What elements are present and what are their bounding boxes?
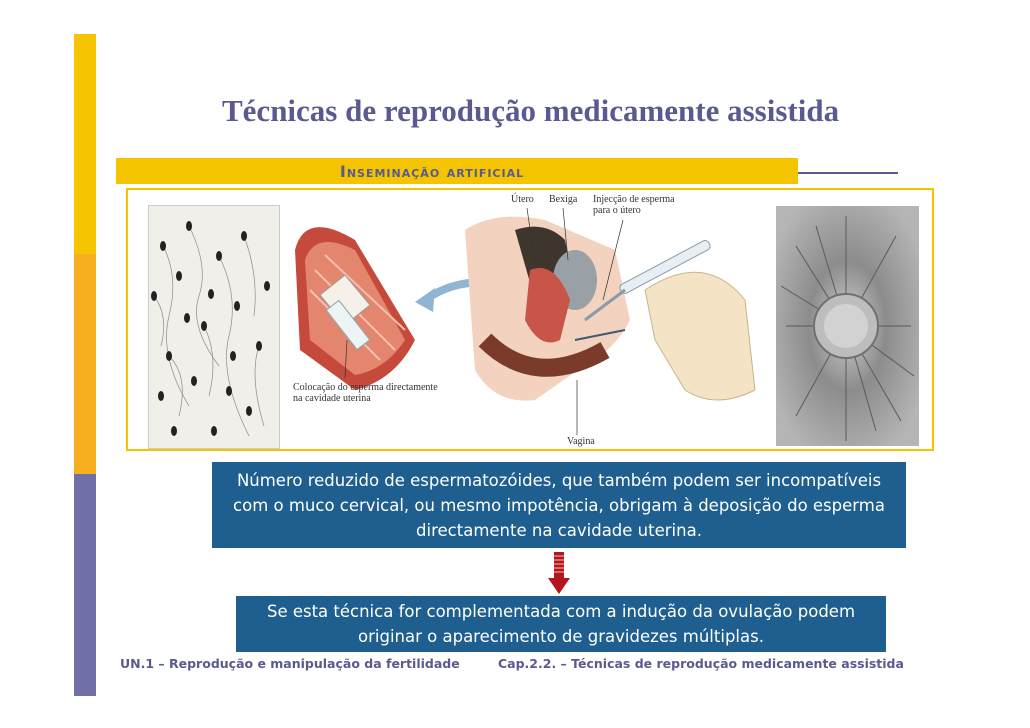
- subtitle-band: [116, 158, 798, 184]
- result-box-text: Se esta técnica for complementada com a indução da ovulação podem originar o aparecimento de gravidezes múltiplas.: [266, 602, 856, 646]
- slide-subtitle: Inseminação artificial: [339, 162, 525, 181]
- egg-cell-photo: [776, 206, 919, 446]
- footer-chapter: Cap.2.2. – Técnicas de reprodução medicamente assistida: [498, 656, 904, 671]
- label-vagina: Vagina: [567, 436, 595, 447]
- insemination-diagram: [285, 190, 765, 448]
- zoom-inset: [295, 227, 415, 390]
- slide-title: Técnicas de reprodução medicamente assistida: [222, 93, 840, 128]
- side-bar-yellow: [74, 34, 96, 254]
- label-injeccao: Injecção de esperma para o útero: [593, 194, 675, 216]
- footer-unit: UN.1 – Reprodução e manipulação da fertilidade: [120, 656, 460, 671]
- subtitle-rule: [798, 172, 898, 174]
- result-box: [236, 596, 886, 652]
- label-bexiga: Bexiga: [549, 194, 578, 205]
- label-utero: Útero: [511, 194, 534, 205]
- label-colocacao: Colocação do esperma directamente na cavidade uterina: [293, 382, 438, 404]
- side-bar-purple: [74, 474, 96, 696]
- info-box: [212, 462, 906, 548]
- side-bar-orange: [74, 254, 96, 474]
- down-arrow-icon: [548, 552, 570, 594]
- sperm-photo: [148, 205, 280, 449]
- info-box-text: Número reduzido de espermatozóides, que também podem ser incompatíveis com o muco cervical, ou mesmo impotência, obrigam à deposição do esperma directamente na cavidade uterina.: [233, 470, 885, 540]
